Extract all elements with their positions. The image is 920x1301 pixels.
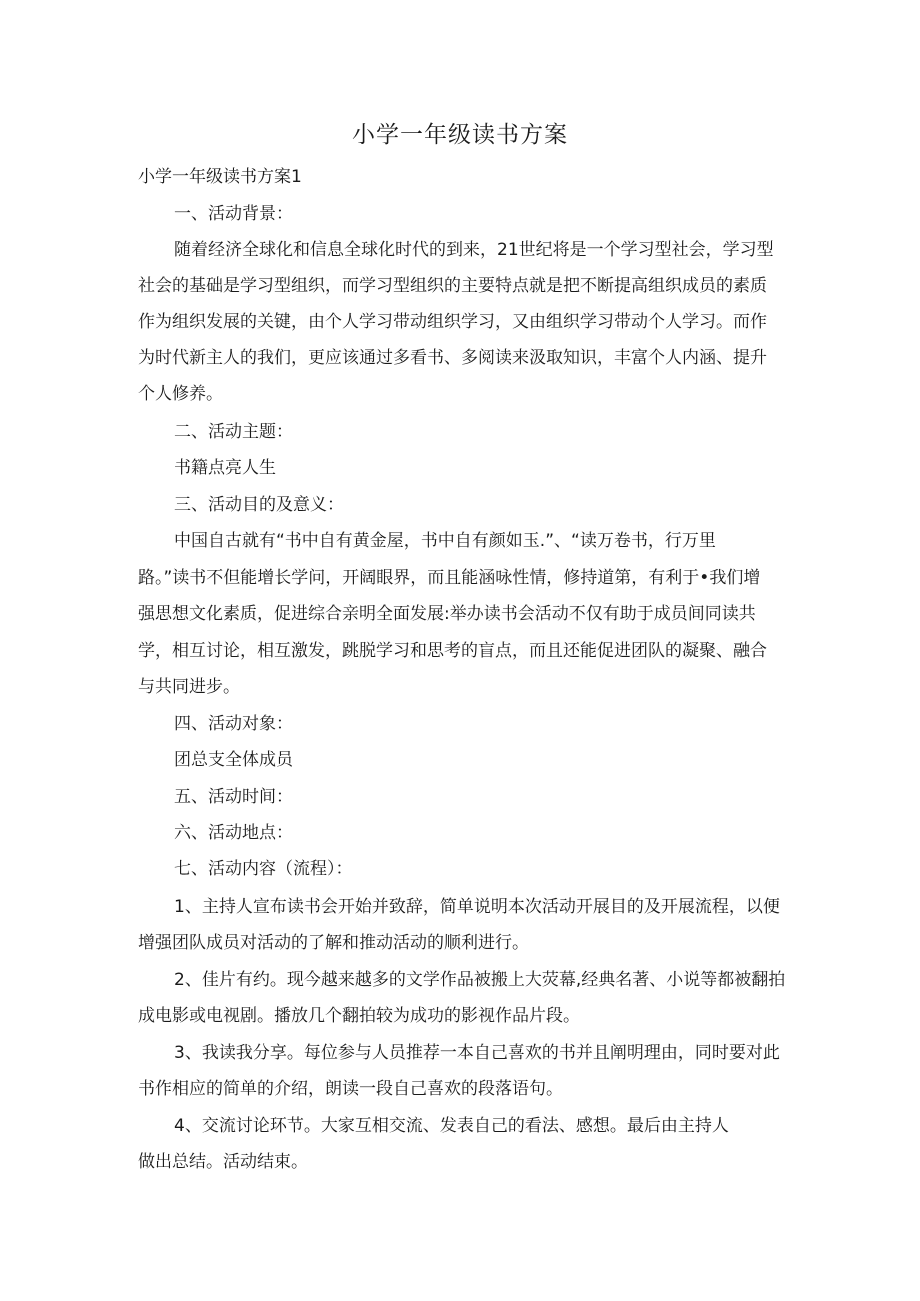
list-item-line: 成电影或电视剧。播放几个翻拍较为成功的影视作品片段。 (138, 1006, 580, 1026)
paragraph-line: 路。”读书不但能增长学问，开阔眼界，而且能涵咏性情，修持道第，有利于•我们增 (138, 568, 761, 588)
section-heading-theme: 二、活动主题： (174, 422, 293, 442)
list-item-line: 做出总结。活动结束。 (138, 1152, 308, 1172)
paragraph-line: 为时代新主人的我们，更应该通过多看书、多阅读来汲取知识，丰富个人内涵、提升 (138, 348, 767, 368)
section-heading-audience: 四、活动对象： (174, 714, 293, 734)
section-heading-location: 六、活动地点： (174, 823, 293, 843)
paragraph-line: 随着经济全球化和信息全球化时代的到来，21世纪将是一个学习型社会，学习型 (174, 240, 774, 260)
list-item-line: 1、主持人宣布读书会开始并致辞，简单说明本次活动开展目的及开展流程，以便 (174, 897, 780, 917)
paragraph-line: 强思想文化素质，促进综合亲明全面发展:举办读书会活动不仅有助于成员间同读共 (138, 604, 756, 624)
section-heading-purpose: 三、活动目的及意义： (174, 495, 344, 515)
paragraph-line: 中国自古就有“书中自有黄金屋，书中自有颜如玉.”、“读万卷书，行万里 (174, 531, 716, 551)
list-item-line: 3、我读我分享。每位参与人员推荐一本自己喜欢的书并且阐明理由，同时要对此 (174, 1043, 780, 1063)
document-subtitle: 小学一年级读书方案1 (138, 167, 302, 187)
paragraph-line: 社会的基础是学习型组织，而学习型组织的主要特点就是把不断提高组织成员的素质 (138, 276, 767, 296)
audience-text: 团总支全体成员 (174, 750, 293, 770)
theme-text: 书籍点亮人生 (174, 458, 276, 478)
paragraph-line: 学，相互讨论，相互激发，跳脱学习和思考的盲点，而且还能促进团队的凝聚、融合 (138, 641, 767, 661)
paragraph-line: 作为组织发展的关键，由个人学习带动组织学习，又由组织学习带动个人学习。而作 (138, 312, 767, 332)
section-heading-content: 七、活动内容（流程）： (174, 859, 353, 879)
list-item-line: 增强团队成员对活动的了解和推动活动的顺利进行。 (138, 933, 529, 953)
section-heading-time: 五、活动时间： (174, 787, 293, 807)
document-title: 小学一年级读书方案 (352, 122, 568, 148)
paragraph-line: 个人修养。 (138, 384, 223, 404)
list-item-line: 4、交流讨论环节。大家互相交流、发表自己的看法、感想。最后由主持人 (174, 1116, 729, 1136)
paragraph-line: 与共同进步。 (138, 677, 240, 697)
section-heading-background: 一、活动背景： (174, 204, 293, 224)
list-item-line: 书作相应的简单的介绍，朗读一段自己喜欢的段落语句。 (138, 1079, 563, 1099)
list-item-line: 2、佳片有约。现今越来越多的文学作品被搬上大荧幕,经典名著、小说等都被翻拍 (174, 970, 786, 990)
